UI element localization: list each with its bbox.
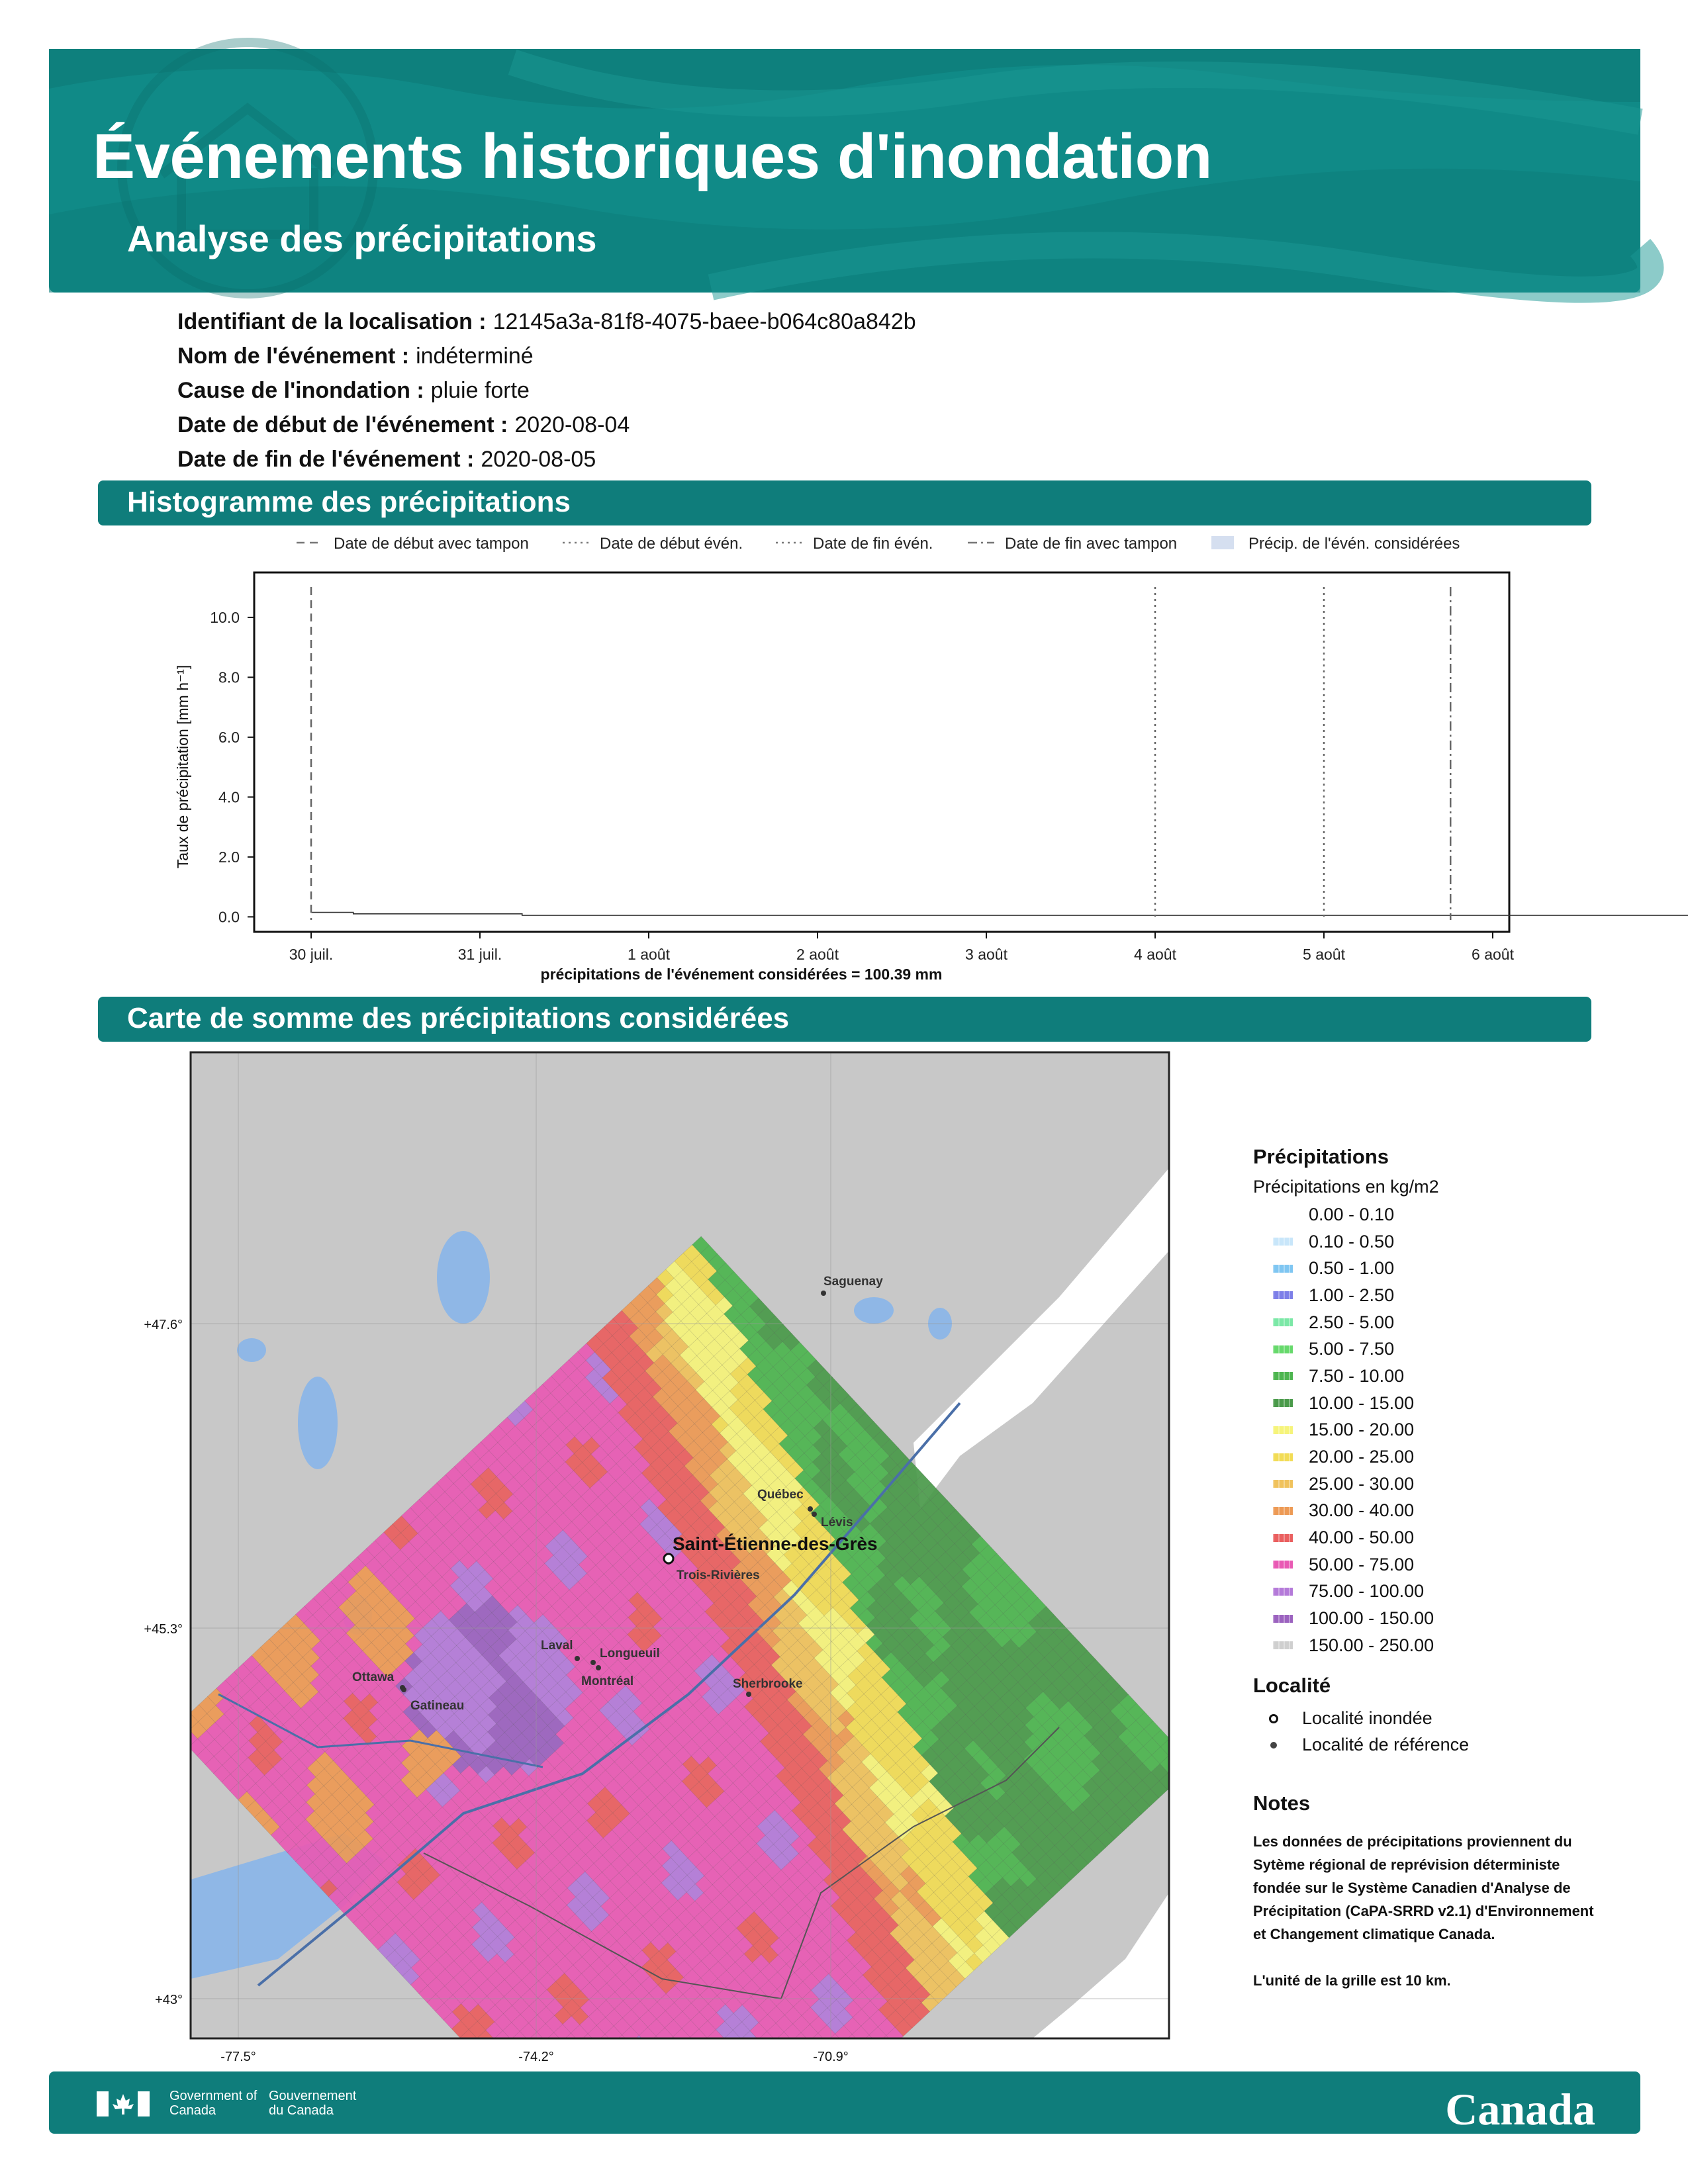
grid-cell [690, 2046, 707, 2063]
legend-class-label: 40.00 - 50.00 [1309, 1527, 1415, 1548]
grid-cell [485, 2039, 502, 2056]
city-label: Laval [541, 1639, 573, 1653]
legend-patch [1211, 536, 1234, 549]
grid-cell [477, 2047, 494, 2064]
legend-swatch [1273, 1210, 1293, 1218]
canada-wordmark: Canada [1445, 2084, 1595, 2134]
grid-cell [677, 2156, 694, 2173]
legend-class-label: 50.00 - 75.00 [1309, 1554, 1415, 1574]
legend-class-row [1253, 1578, 1624, 1606]
legend-label: Date de début avec tampon [334, 535, 529, 553]
grid-cell [754, 2150, 771, 2167]
legend-subtitle: Précipitations en kg/m2 [1253, 1177, 1439, 1197]
grid-cell [731, 2056, 749, 2073]
info-value: pluie forte [430, 378, 530, 403]
legend-class-label: 2.50 - 5.00 [1309, 1312, 1395, 1332]
city-dot [590, 1660, 596, 1665]
grid-cell [561, 2050, 579, 2067]
precip-step-outline [311, 600, 1688, 915]
y-tick-label: 8.0 [218, 668, 240, 686]
legend-swatch [1273, 1480, 1293, 1488]
x-tick-label: 2 août [796, 946, 839, 963]
header-banner [49, 49, 1640, 293]
grid-cell [627, 2138, 644, 2155]
info-row [177, 408, 916, 442]
grid-cell [643, 2138, 661, 2156]
grid-cell [720, 2149, 737, 2166]
legend-class-row [1253, 1255, 1624, 1282]
lon-label: -77.5° [220, 2050, 256, 2064]
grid-cell [772, 2134, 789, 2151]
legend-class-row [1253, 1390, 1624, 1417]
grid-cell [732, 2039, 749, 2056]
grid-cell [669, 2148, 686, 2165]
y-tick-label: 6.0 [218, 728, 240, 746]
grid-cell [706, 2046, 724, 2064]
grid-cell [600, 2179, 617, 2184]
legend-item-label: Localité inondée [1302, 1708, 1432, 1729]
gov-fr-label: Gouvernement du Canada [269, 2089, 357, 2118]
grid-cell [651, 2164, 669, 2181]
lon-label: -70.9° [813, 2050, 849, 2064]
grid-cell [468, 2038, 485, 2056]
grid-cell [630, 2052, 647, 2070]
grid-cell [668, 2181, 685, 2184]
info-value: indéterminé [416, 343, 534, 369]
x-tick-label: 5 août [1303, 946, 1345, 963]
hollow-circle-icon [1269, 1714, 1278, 1723]
grid-cell [651, 2181, 668, 2184]
legend-flooded-locality [1253, 1706, 1624, 1732]
grid-cell [592, 2154, 609, 2171]
grid-cell [703, 2149, 720, 2166]
grid-cell [575, 2153, 592, 2170]
legend-swatch [1273, 1507, 1293, 1515]
legend-label: Date de début évén. [600, 535, 743, 553]
grid-cell [1169, 1747, 1186, 1764]
city-label: Sherbrooke [733, 1677, 803, 1691]
city-dot [808, 1506, 813, 1512]
grid-cell [755, 2134, 772, 2151]
grid-cell [664, 2054, 681, 2071]
grid-cell [720, 2166, 737, 2183]
legend-swatch [1273, 1453, 1293, 1461]
legend-class-row [1253, 1632, 1624, 1659]
grid-cell [673, 2045, 690, 2062]
x-tick-label: 6 août [1472, 946, 1514, 963]
grid-cell [1177, 1756, 1194, 1773]
grid-cell [612, 2052, 630, 2069]
grid-cell [570, 2042, 587, 2059]
map-section-header: Carte de somme des précipitations considérées [98, 997, 1591, 1042]
info-row [177, 442, 916, 477]
gov-en-label: Government of Canada [169, 2089, 258, 2118]
filled-dot-icon [1270, 1742, 1277, 1749]
grid-cell [792, 2050, 809, 2067]
legend-class-row [1253, 1471, 1624, 1498]
grid-cell [634, 2163, 651, 2181]
info-label: Cause de l'inondation : [177, 378, 424, 403]
legend-class-label: 0.50 - 1.00 [1309, 1258, 1395, 1279]
grid-cell [652, 2147, 669, 2164]
legend-swatch [1273, 1372, 1293, 1380]
page-title: Événements historiques d'inondation [93, 121, 1212, 192]
grid-cell [681, 2037, 698, 2054]
legend-class-row [1253, 1228, 1624, 1255]
grid-cell [579, 2050, 596, 2068]
legend-class-label: 7.50 - 10.00 [1309, 1365, 1405, 1386]
grid-cell [609, 2154, 626, 2171]
city-dot [812, 1512, 817, 1517]
grid-cell [737, 2133, 755, 2150]
grid-cell [647, 2053, 664, 2070]
lon-label: -74.2° [518, 2050, 554, 2064]
chart-legend-item [1211, 535, 1460, 553]
chart-legend-item [563, 535, 743, 553]
grid-cell [685, 2165, 702, 2182]
grid-cell [711, 2158, 728, 2175]
footer-bar [49, 2071, 1640, 2134]
grid-cell [655, 2044, 673, 2062]
grid-cell [716, 2038, 733, 2056]
grid-cell [694, 2174, 711, 2184]
legend-swatch [1273, 1265, 1293, 1273]
grid-cell [591, 2170, 608, 2184]
grid-cell [643, 2155, 660, 2172]
x-tick-label: 31 juil. [457, 946, 502, 963]
grid-cell [698, 2055, 715, 2072]
grid-cell [626, 2171, 643, 2184]
grid-cell [860, 2052, 877, 2069]
city-label: Saguenay [823, 1275, 883, 1289]
city-dot [575, 1656, 580, 1661]
y-tick-label: 10.0 [210, 608, 240, 626]
legend-item-label: Localité de référence [1302, 1735, 1470, 1755]
grid-cell [851, 2043, 868, 2060]
page-subtitle: Analyse des précipitations [127, 218, 597, 259]
grid-cell [741, 2048, 758, 2065]
legend-swatch [1273, 1588, 1293, 1596]
y-tick-label: 4.0 [218, 788, 240, 806]
city-label: Trois-Rivières [677, 1569, 760, 1582]
lake [298, 1377, 338, 1469]
legend-class-label: 0.10 - 0.50 [1309, 1231, 1395, 1251]
grid-cell [694, 2157, 712, 2174]
info-label: Date de début de l'événement : [177, 412, 508, 437]
legend-class-row [1253, 1282, 1624, 1309]
legend-title: Précipitations [1253, 1145, 1389, 1168]
info-value: 2020-08-04 [514, 412, 630, 437]
grid-cell [485, 2056, 502, 2073]
grid-cell [749, 2040, 767, 2057]
chart-legend-item [968, 535, 1177, 553]
legend-swatch [1273, 1291, 1293, 1299]
legend-class-row [1253, 1336, 1624, 1363]
grid-cell [680, 2054, 698, 2071]
city-label: Ottawa [352, 1670, 395, 1684]
canada-flag-icon [97, 2091, 150, 2118]
legend-class-label: 5.00 - 7.50 [1309, 1339, 1395, 1359]
grid-cell [774, 2049, 792, 2066]
grid-cell [600, 2162, 618, 2179]
grid-cell [635, 2146, 652, 2163]
legend-swatch [1273, 1641, 1293, 1649]
histogram-section-header: Histogramme des précipitations [98, 480, 1591, 525]
lat-label: +43° [155, 1993, 183, 2007]
legend-reference-locality [1253, 1732, 1624, 1758]
legend-class-row [1253, 1201, 1624, 1228]
lat-label: +47.6° [144, 1318, 183, 1332]
grid-cell [592, 2136, 610, 2154]
grid-cell [746, 2142, 763, 2159]
legend-swatch [1273, 1426, 1293, 1434]
legend-class-label: 30.00 - 40.00 [1309, 1500, 1415, 1521]
legend-class-label: 1.00 - 2.50 [1309, 1285, 1395, 1305]
grid-cell [745, 2159, 763, 2176]
city-label: Lévis [821, 1516, 853, 1529]
grid-cell [698, 2038, 716, 2055]
grid-cell [712, 2140, 729, 2158]
y-tick-label: 2.0 [218, 848, 240, 866]
grid-cell [493, 2048, 510, 2065]
grid-cell [638, 2044, 655, 2062]
grid-cell [686, 2148, 703, 2165]
grid-cell [710, 2175, 727, 2184]
legend-class-row [1253, 1443, 1624, 1471]
lake [854, 1297, 894, 1324]
grid-cell [659, 2173, 677, 2184]
grid-cell [616, 2179, 633, 2184]
city-dot [596, 1665, 601, 1670]
map-legend [1253, 1145, 1624, 1992]
info-value: 2020-08-05 [481, 447, 596, 472]
legend-class-row [1253, 1551, 1624, 1578]
plot-frame [254, 572, 1509, 932]
legend-swatch [1273, 1534, 1293, 1542]
grid-cell [715, 2056, 732, 2073]
city-label: Longueuil [600, 1647, 660, 1661]
grid-cell [618, 2146, 635, 2163]
grid-cell [643, 2172, 660, 2184]
grid-cell [575, 2136, 592, 2153]
grid-cell [583, 2161, 600, 2179]
grid-cell [604, 2043, 622, 2060]
grid-cell [1168, 1764, 1186, 1782]
legend-class-row [1253, 1605, 1624, 1632]
legend-class-label: 10.00 - 15.00 [1309, 1392, 1415, 1413]
legend-label: Date de fin évén. [813, 535, 933, 553]
flooded-locality-marker [664, 1554, 673, 1563]
grid-cell [721, 2132, 738, 2150]
grid-cell [587, 2042, 604, 2060]
event-info [177, 304, 916, 477]
legend-swatch [1273, 1615, 1293, 1623]
legend-class-row [1253, 1363, 1624, 1390]
legend-class-label: 15.00 - 20.00 [1309, 1420, 1415, 1440]
grid-cell [783, 2040, 800, 2058]
grid-cell [736, 2167, 753, 2184]
y-axis-label: Taux de précipitation [mm h⁻¹] [174, 664, 191, 869]
grid-cell [677, 2173, 694, 2184]
grid-cell [763, 2142, 780, 2160]
grid-cell [737, 2150, 754, 2167]
map-layers [172, 1052, 1194, 2184]
grid-cell [553, 2041, 571, 2058]
city-label: Gatineau [410, 1699, 465, 1713]
info-row [177, 339, 916, 373]
legend-class-row [1253, 1417, 1624, 1444]
x-axis-label: précipitations de l'événement considérées = 100.39 mm [540, 966, 943, 983]
grid-cell [596, 2051, 613, 2068]
city-label: Québec [757, 1488, 804, 1502]
grid-cell [584, 2144, 601, 2161]
legend-swatch [1273, 1345, 1293, 1353]
grid-cell [728, 2158, 745, 2175]
notes-title: Notes [1253, 1791, 1311, 1815]
precipitation-sum-map [0, 1032, 1218, 2064]
legend-swatch [1273, 1238, 1293, 1246]
chart-legend-item [776, 535, 933, 553]
info-value: 12145a3a-81f8-4075-baee-b064c80a842b [492, 309, 916, 334]
grid-cell [626, 2154, 643, 2171]
chart-legend-item [297, 535, 529, 553]
legend-swatch [1273, 1561, 1293, 1569]
legend-class-label: 75.00 - 100.00 [1309, 1581, 1425, 1602]
grid-cell [704, 2132, 721, 2149]
notes-grid-unit: L'unité de la grille est 10 km. [1253, 1972, 1451, 1989]
legend-class-label: 100.00 - 150.00 [1309, 1608, 1434, 1629]
grid-cell [633, 2180, 651, 2184]
legend-swatch [1273, 1318, 1293, 1326]
grid-cell [678, 2139, 695, 2156]
grid-cell [502, 2039, 520, 2056]
legend-class-label: 0.00 - 0.10 [1309, 1204, 1395, 1224]
grid-cell [559, 2135, 576, 2152]
city-dot [746, 1692, 751, 1697]
lake [237, 1338, 266, 1362]
x-tick-label: 1 août [628, 946, 670, 963]
grid-cell [172, 1721, 189, 1738]
legend-class-row [1253, 1309, 1624, 1336]
city-label: Montréal [581, 1674, 634, 1688]
grid-cell [617, 2163, 634, 2180]
x-tick-label: 3 août [965, 946, 1008, 963]
grid-cell [601, 2145, 618, 2162]
city-dot [821, 1291, 826, 1296]
y-tick-label: 0.0 [218, 908, 240, 926]
grid-cell [702, 2165, 720, 2183]
info-row [177, 373, 916, 408]
info-row [177, 304, 916, 339]
legend-label: Date de fin avec tampon [1005, 535, 1178, 553]
lat-label: +45.3° [144, 1622, 183, 1637]
legend-swatch [1273, 1399, 1293, 1407]
grid-cell [661, 2138, 678, 2156]
grid-cell [669, 2164, 686, 2181]
legend-class-row [1253, 1498, 1624, 1525]
legend-class-label: 150.00 - 250.00 [1309, 1635, 1434, 1655]
grid-cell [622, 2044, 639, 2061]
grid-cell [757, 2048, 774, 2066]
x-tick-label: 30 juil. [289, 946, 334, 963]
x-tick-label: 4 août [1134, 946, 1176, 963]
city-dot [401, 1687, 406, 1692]
notes-text: Les données de précipitations proviennent du Sytème régional de reprévision déterministe fondée sur le Système Canadien d'Analyse de Précipitation (CaPA-SRRD v2.1) d'Environnement et Changement climatique Canada. [1253, 1833, 1594, 1942]
precipitation-histogram [0, 516, 1688, 1032]
legend-class-label: 20.00 - 25.00 [1309, 1447, 1415, 1467]
info-label: Identifiant de la localisation : [177, 309, 487, 334]
legend-class-row [1253, 1524, 1624, 1551]
flooded-locality-label: Saint-Étienne-des-Grès [673, 1533, 878, 1554]
info-label: Nom de l'événement : [177, 343, 410, 369]
grid-cell [610, 2137, 627, 2154]
legend-class-label: 25.00 - 30.00 [1309, 1473, 1415, 1494]
grid-cell [868, 2044, 886, 2061]
grid-cell [694, 2140, 712, 2157]
grid-cell [727, 2175, 745, 2184]
grid-cell [724, 2047, 741, 2064]
legend-label: Précip. de l'évén. considérées [1248, 535, 1460, 553]
locality-legend-title: Localité [1253, 1673, 1331, 1697]
info-label: Date de fin de l'événement : [177, 447, 475, 472]
grid-cell [567, 2144, 584, 2161]
grid-cell [660, 2156, 677, 2173]
grid-cell [767, 2040, 784, 2057]
grid-cell [608, 2171, 626, 2184]
lake [437, 1231, 490, 1324]
grid-cell [729, 2141, 746, 2158]
